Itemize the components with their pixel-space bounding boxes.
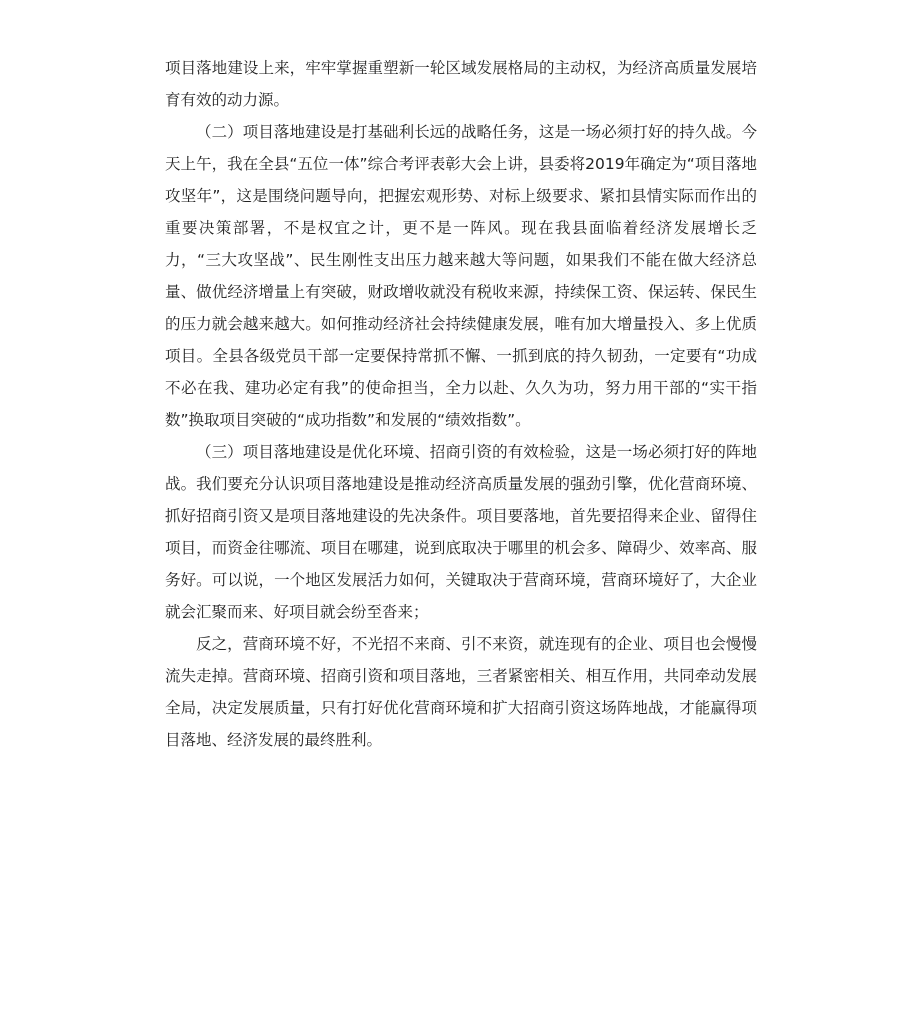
paragraph-conclusion: 反之，营商环境不好，不光招不来商、引不来资，就连现有的企业、项目也会慢慢流失走掉。营商环境、招商引资和项目落地，三者紧密相关、相互作用，共同牵动发展全局，决定发展质量，只有打好优化营商环境和扩大招商引资这场阵地战，才能赢得项目落地、经济发展的最终胜利。 xyxy=(165,635,757,749)
document-body xyxy=(165,52,757,756)
paragraph-continuation: 项目落地建设上来，牢牢掌握重塑新一轮区域发展格局的主动权，为经济高质量发展培育有效的动力源。 xyxy=(165,59,757,109)
paragraph-section-3: （三）项目落地建设是优化环境、招商引资的有效检验，这是一场必须打好的阵地战。我们要充分认识项目落地建设是推动经济高质量发展的强劲引擎，优化营商环境、抓好招商引资又是项目落地建设的先决条件。项目要落地，首先要招得来企业、留得住项目，而资金往哪流、项目在哪建，说到底取决于哪里的机会多、障碍少、效率高、服务好。可以说，一个地区发展活力如何，关键取决于营商环境，营商环境好了，大企业就会汇聚而来、好项目就会纷至沓来； xyxy=(165,443,757,621)
paragraph-section-2: （二）项目落地建设是打基础利长远的战略任务，这是一场必须打好的持久战。今天上午，我在全县“五位一体”综合考评表彰大会上讲，县委将2019年确定为“项目落地攻坚年”，这是围绕问题导向，把握宏观形势、对标上级要求、紧扣县情实际而作出的重要决策部署，不是权宜之计，更不是一阵风。现在我县面临着经济发展增长乏力，“三大攻坚战”、民生刚性支出压力越来越大等问题，如果我们不能在做大经济总量、做优经济增量上有突破，财政增收就没有税收来源，持续保工资、保运转、保民生的压力就会越来越大。如何推动经济社会持续健康发展，唯有加大增量投入、多上优质项目。全县各级党员干部一定要保持常抓不懈、一抓到底的持久韧劲，一定要有“功成不必在我、建功必定有我”的使命担当，全力以赴、久久为功，努力用干部的“实干指数”换取项目突破的“成功指数”和发展的“绩效指数”。 xyxy=(165,123,757,429)
